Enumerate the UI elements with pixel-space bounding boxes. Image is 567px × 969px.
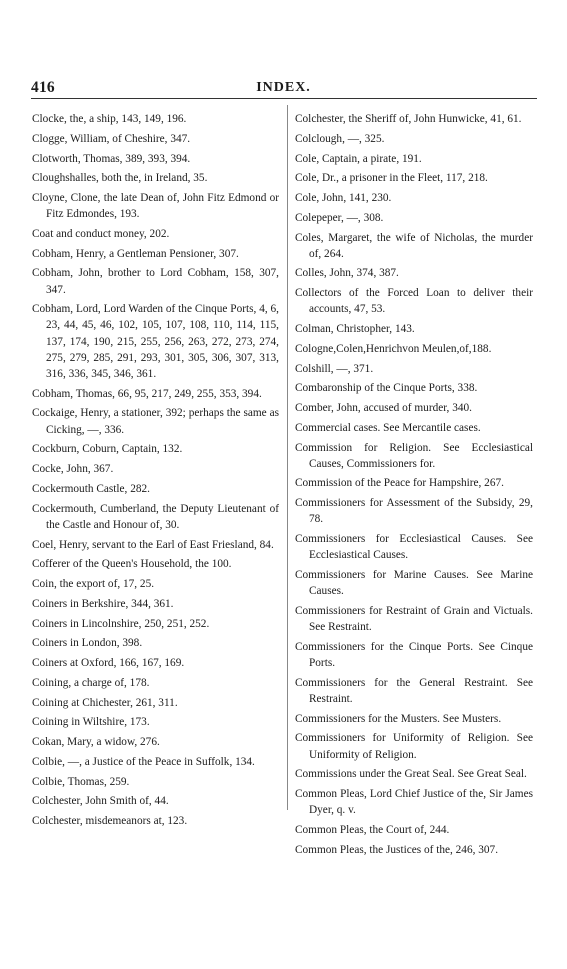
index-entry: Colchester, John Smith of, 44. <box>32 795 169 808</box>
index-entry: Coiners in London, 398. <box>32 637 143 650</box>
index-entry: Commissioners for Restraint of Grain and Victuals. See Restraint. <box>295 604 533 634</box>
index-column-left <box>32 111 279 833</box>
index-entry: Commissioners for the Musters. See Musters. <box>295 712 502 725</box>
index-entry: Coining at Chichester, 261, 311. <box>32 696 178 709</box>
index-entry: Cole, John, 141, 230. <box>295 192 392 204</box>
index-column-right <box>295 111 533 861</box>
index-entry: Coel, Henry, servant to the Earl of East Friesland, 84. <box>32 538 274 551</box>
index-entry: Cologne,Colen,Henrichvon Meulen,of,188. <box>295 342 492 355</box>
index-entry: Coiners at Oxford, 166, 167, 169. <box>32 657 185 669</box>
index-entry: Common Pleas, the Justices of the, 246, 307. <box>295 843 499 856</box>
index-entry: Colchester, misdemeanors at, 123. <box>32 815 188 827</box>
index-entry: Coining in Wiltshire, 173. <box>32 716 150 729</box>
index-entry: Commissions under the Great Seal. See Great Seal. <box>295 768 527 781</box>
index-entry: Cloyne, Clone, the late Dean of, John Fitz Edmond or Fitz Edmondes, 193. <box>32 192 279 221</box>
index-entry: Coiners in Lincolnshire, 250, 251, 252. <box>32 617 210 630</box>
index-entry: Cockermouth Castle, 282. <box>32 482 150 495</box>
index-entry: Cobham, Henry, a Gentleman Pensioner, 307. <box>32 247 239 260</box>
index-entry: Commercial cases. See Mercantile cases. <box>295 421 481 434</box>
index-entry: Colles, John, 374, 387. <box>295 267 399 280</box>
index-entry: Clocke, the, a ship, 143, 149, 196. <box>32 113 187 125</box>
index-entry: Coin, the export of, 17, 25. <box>32 578 155 590</box>
index-entry: Clogge, William, of Cheshire, 347. <box>32 132 191 145</box>
index-entry: Commissioners for Assessment of the Subsidy, 29, 78. <box>295 497 533 526</box>
index-entry: Commission of the Peace for Hampshire, 267. <box>295 477 504 490</box>
index-entry: Cockburn, Coburn, Captain, 132. <box>32 443 183 456</box>
index-entry: Colshill, —, 371. <box>295 362 374 375</box>
index-entry: Commissioners for Marine Causes. See Marine Causes. <box>295 569 533 598</box>
index-entry: Cockaige, Henry, a stationer, 392; perhaps the same as Cicking, —, 336. <box>32 407 279 436</box>
index-entry: Comber, John, accused of murder, 340. <box>295 402 472 415</box>
index-entry: Colchester, the Sheriff of, John Hunwicke, 41, 61. <box>295 113 522 125</box>
index-entry: Cokan, Mary, a widow, 276. <box>32 736 160 748</box>
index-entry: Combaronship of the Cinque Ports, 338. <box>295 382 478 395</box>
index-entry: Coles, Margaret, the wife of Nicholas, the murder of, 264. <box>295 231 533 260</box>
index-entry: Commission for Religion. See Ecclesiastical Causes, Commissioners for. <box>295 441 533 470</box>
index-entry: Cole, Captain, a pirate, 191. <box>295 152 422 165</box>
index-entry: Cole, Dr., a prisoner in the Fleet, 117, 218. <box>295 172 488 185</box>
index-entry: Colbie, —, a Justice of the Peace in Suffolk, 134. <box>32 755 255 768</box>
index-entry: Coat and conduct money, 202. <box>32 227 170 240</box>
index-entry: Cloughshalles, both the, in Ireland, 35. <box>32 172 208 185</box>
index-entry: Cocke, John, 367. <box>32 463 114 476</box>
index-entry: Coining, a charge of, 178. <box>32 676 150 689</box>
index-entry: Common Pleas, the Court of, 244. <box>295 823 450 836</box>
index-entry: Commissioners for the Cinque Ports. See Cinque Ports. <box>295 640 533 669</box>
index-entry: Cockermouth, Cumberland, the Deputy Lieutenant of the Castle and Honour of, 30. <box>32 502 279 531</box>
index-entry: Cofferer of the Queen's Household, the 100. <box>32 558 232 571</box>
index-entry: Commissioners for the General Restraint. See Restraint. <box>295 676 533 705</box>
index-entry: Coiners in Berkshire, 344, 361. <box>32 597 174 610</box>
page-number: 416 <box>31 79 55 96</box>
index-entry: Cobham, John, brother to Lord Cobham, 158, 307, 347. <box>32 267 279 296</box>
index-entry: Commissioners for Uniformity of Religion. See Uniformity of Religion. <box>295 732 533 761</box>
index-entry: Clotworth, Thomas, 389, 393, 394. <box>32 152 191 165</box>
index-entry: Colclough, —, 325. <box>295 132 385 145</box>
index-entry: Commissioners for Ecclesiastical Causes. See Ecclesiastical Causes. <box>295 533 533 562</box>
index-entry: Colbie, Thomas, 259. <box>32 775 130 788</box>
index-entry: Colepeper, —, 308. <box>295 211 384 224</box>
index-entry: Common Pleas, Lord Chief Justice of the, Sir James Dyer, q. v. <box>295 788 533 817</box>
index-entry: Colman, Christopher, 143. <box>295 323 415 336</box>
header-rule <box>31 98 537 99</box>
column-divider <box>287 105 288 810</box>
index-entry: Cobham, Thomas, 66, 95, 217, 249, 255, 353, 394. <box>32 387 262 400</box>
index-entry: Collectors of the Forced Loan to deliver their accounts, 47, 53. <box>295 287 533 316</box>
index-entry: Cobham, Lord, Lord Warden of the Cinque Ports, 4, 6, 23, 44, 45, 46, 102, 105, 107, 108, 110, 114, 115, 137, 174, 190, 215, 255, 256, 263, 272, 273, 274, 275, 279, 285, 291, 293, 301, 305, 306, 307, 313, 316, 336, 345, 346, 361. <box>32 303 279 380</box>
page-header-title: INDEX. <box>256 80 311 95</box>
